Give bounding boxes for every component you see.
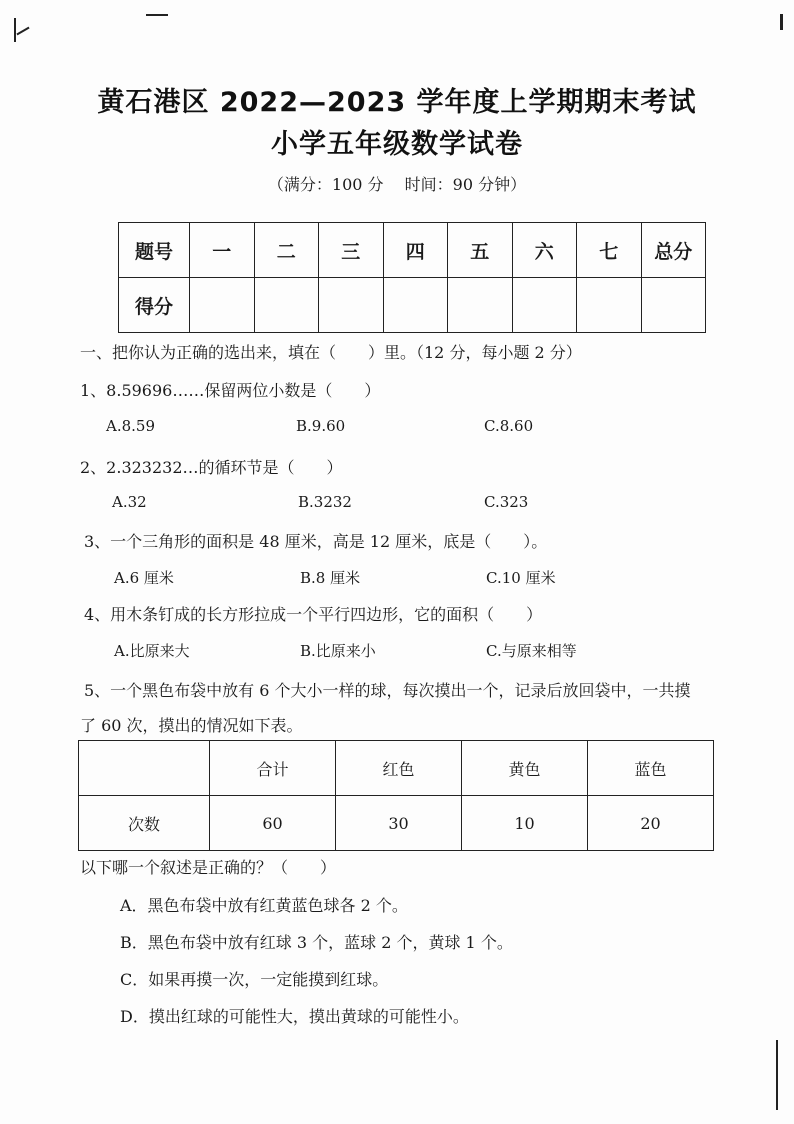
q5-option-a[interactable]: A．黑色布袋中放有红黄蓝色球各 2 个。 (120, 896, 408, 915)
draw-results-table (78, 740, 714, 851)
q3-option-a[interactable]: A.6 厘米 (114, 569, 174, 587)
q4-option-c[interactable]: C.与原来相等 (486, 642, 577, 660)
exam-time: 时间：90 分钟） (404, 175, 527, 194)
q2-option-b[interactable]: B.3232 (298, 493, 352, 511)
table-header-cell: 红色 (336, 741, 462, 796)
score-header-cell: 二 (254, 223, 319, 278)
table-cell: 30 (336, 796, 462, 851)
table-header-cell: 合计 (210, 741, 336, 796)
q4-option-b[interactable]: B.比原来小 (300, 642, 376, 660)
draw-results-header-row (79, 741, 714, 796)
score-cell[interactable] (190, 278, 255, 333)
score-cell[interactable] (577, 278, 642, 333)
exam-subtitle: 小学五年级数学试卷 (271, 129, 523, 160)
q3-option-c[interactable]: C.10 厘米 (486, 569, 556, 587)
question-2: 2、2.323232…的循环节是（ ） (80, 458, 343, 477)
q5-option-c[interactable]: C．如果再摸一次，一定能摸到红球。 (120, 970, 389, 989)
section-heading: 一、把你认为正确的选出来，填在（ ）里。（12 分，每小题 2 分） (80, 343, 582, 362)
scan-mark-top-left-tick (16, 27, 29, 36)
table-cell: 20 (588, 796, 714, 851)
score-cell[interactable] (512, 278, 577, 333)
table-row-label: 次数 (79, 796, 210, 851)
q5-option-d[interactable]: D．摸出红球的可能性大，摸出黄球的可能性小。 (120, 1007, 469, 1026)
score-header-cell: 一 (190, 223, 255, 278)
full-score: （满分：100 分 (267, 175, 384, 194)
exam-title: 黄石港区 2022—2023 学年度上学期期末考试 (97, 87, 697, 118)
scan-mark-top-left (14, 18, 16, 42)
q1-option-c[interactable]: C.8.60 (484, 417, 534, 435)
score-header-cell: 总分 (641, 223, 706, 278)
scan-mark-top (146, 14, 168, 16)
scan-mark-top-right (780, 14, 783, 30)
q1-option-b[interactable]: B.9.60 (296, 417, 346, 435)
score-cell[interactable] (383, 278, 448, 333)
question-5-line1: 5、一个黑色布袋中放有 6 个大小一样的球，每次摸出一个，记录后放回袋中，一共摸 (84, 681, 691, 700)
exam-info (0, 172, 794, 195)
draw-results-count-row (79, 796, 714, 851)
score-table-score-row (119, 278, 706, 333)
table-cell: 10 (462, 796, 588, 851)
score-cell[interactable] (254, 278, 319, 333)
score-table-header-row (119, 223, 706, 278)
q3-option-b[interactable]: B.8 厘米 (300, 569, 361, 587)
score-header-cell: 题号 (119, 223, 190, 278)
question-4: 4、用木条钉成的长方形拉成一个平行四边形，它的面积（ ） (84, 605, 543, 624)
question-5-line2: 了 60 次，摸出的情况如下表。 (80, 716, 303, 735)
q2-option-c[interactable]: C.323 (484, 493, 529, 511)
score-header-cell: 三 (319, 223, 384, 278)
q5-option-b[interactable]: B．黑色布袋中放有红球 3 个，蓝球 2 个，黄球 1 个。 (120, 933, 513, 952)
question-3: 3、一个三角形的面积是 48 厘米，高是 12 厘米，底是（ ）。 (84, 532, 548, 551)
score-header-cell: 七 (577, 223, 642, 278)
q2-option-a[interactable]: A.32 (112, 493, 147, 511)
table-corner-cell (79, 741, 210, 796)
scan-mark-right-edge (776, 1040, 778, 1110)
table-cell: 60 (210, 796, 336, 851)
q1-option-a[interactable]: A.8.59 (106, 417, 155, 435)
score-table (118, 222, 706, 333)
question-1: 1、8.59696……保留两位小数是（ ） (80, 381, 381, 400)
table-header-cell: 黄色 (462, 741, 588, 796)
score-header-cell: 四 (383, 223, 448, 278)
score-header-cell: 六 (512, 223, 577, 278)
score-row-label: 得分 (119, 278, 190, 333)
score-header-cell: 五 (448, 223, 513, 278)
q4-option-a[interactable]: A.比原来大 (114, 642, 190, 660)
question-5-prompt: 以下哪一个叙述是正确的？（ ） (80, 858, 337, 877)
score-cell[interactable] (448, 278, 513, 333)
score-cell[interactable] (319, 278, 384, 333)
score-cell[interactable] (641, 278, 706, 333)
table-header-cell: 蓝色 (588, 741, 714, 796)
